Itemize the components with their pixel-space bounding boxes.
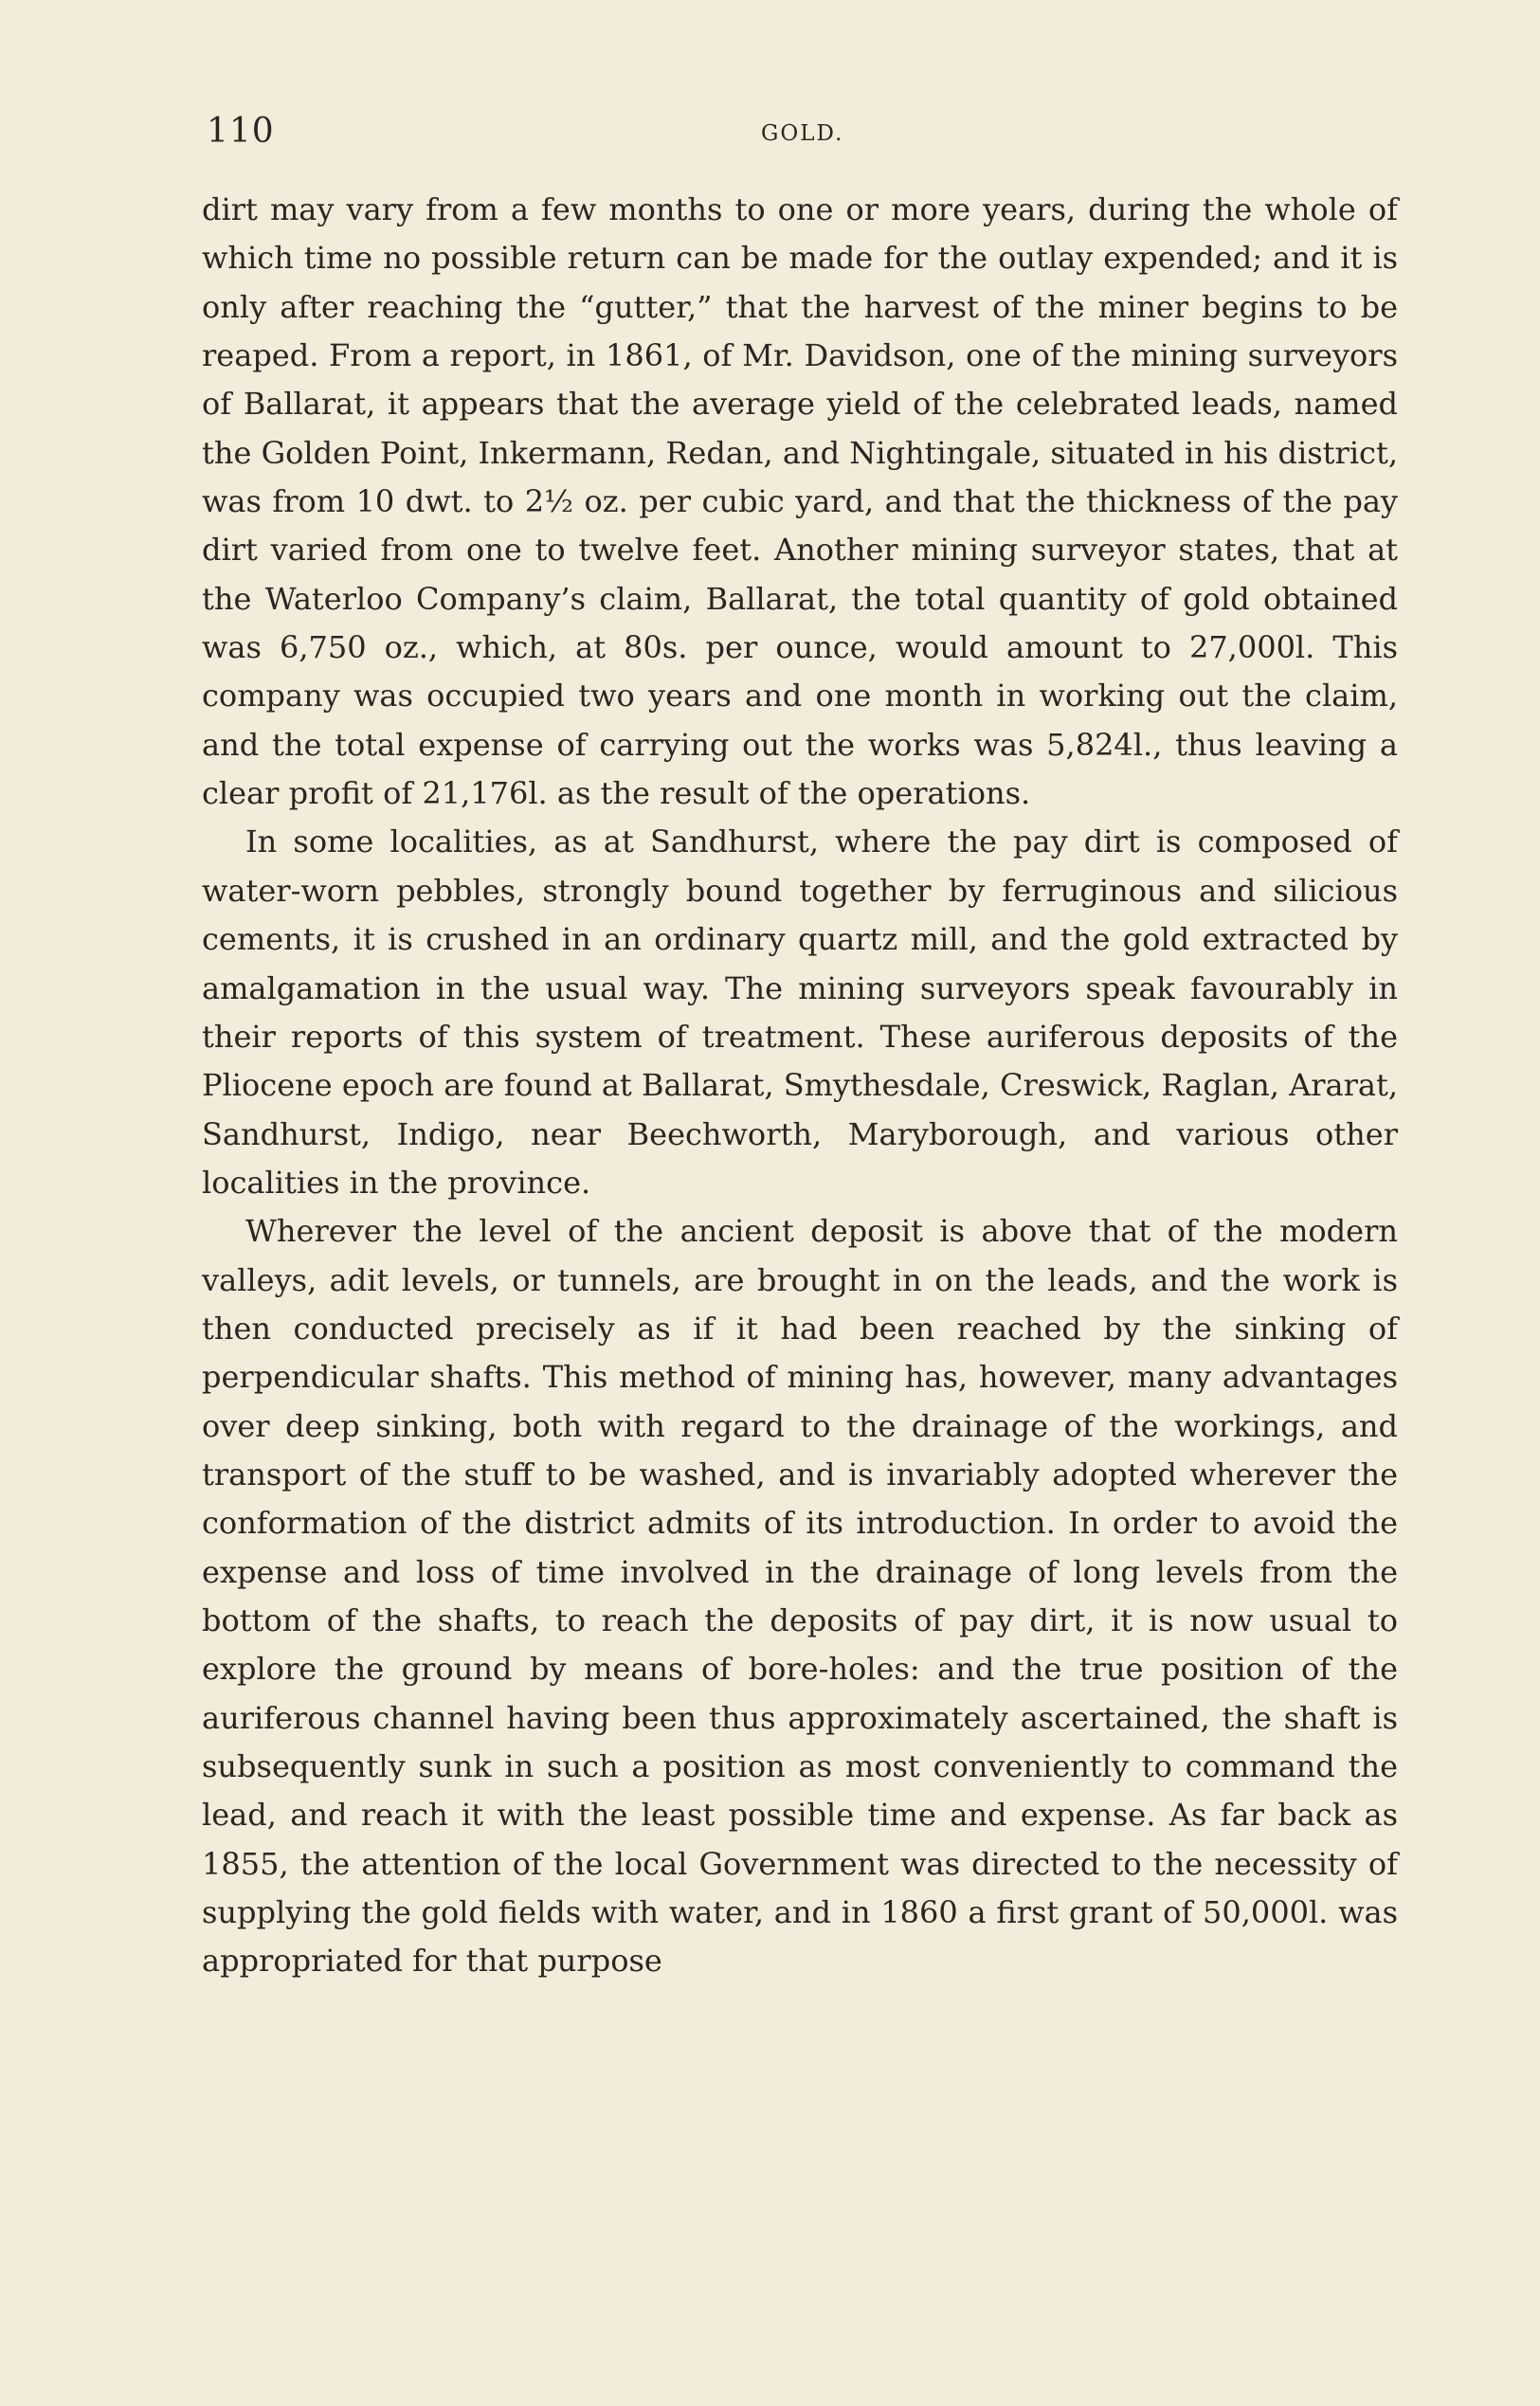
paragraph-sandhurst: In some localities, as at Sandhurst, where the pay dirt is composed of water-worn pebbles, strongly bound together by ferruginous and silicious cements, it is crushed in an ordinary quartz mill, and the gold extracted by amalgamation in the usual way. The mining surveyors speak favourably in their reports of this system of treatment. These auriferous deposits of the Pliocene epoch are found at Ballarat, Smythesdale, Creswick, Raglan, Ararat, Sandhurst, Indigo, near Beechworth, Maryborough, and various other localities in the province.: [202, 823, 1398, 1201]
paragraph-adit-levels: Wherever the level of the ancient deposit is above that of the modern valleys, adit levels, or tunnels, are brought in on the leads, and the work is then conducted precisely as if it had been reached by the sinking of perpendicular shafts. This method of mining has, however, many advantages over deep sinking, both with regard to the drainage of the workings, and transport of the stuff to be washed, and is invariably adopted wherever the conformation of the district admits of its introduction. In order to avoid the expense and loss of time involved in the drainage of long levels from the bottom of the shafts, to reach the deposits of pay dirt, it is now usual to explore the ground by means of bore-holes: and the true position of the auriferous channel having been thus approximately ascertained, the shaft is subsequently sunk in such a position as most conveniently to command the lead, and reach it with the least possible time and expense. As far back as 1855, the attention of the local Government was directed to the necessity of supplying the gold fields with water, and in 1860 a first grant of 50,000l. was appropriated for that purpose: [202, 1213, 1398, 1980]
page-number: 110: [207, 112, 275, 151]
paragraph-continuation: dirt may vary from a few months to one or more years, during the whole of which time no possible return can be made for the outlay expended; and it is only after reaching the “gutter,” that the harvest of the miner begins to be reaped. From a report, in 1861, of Mr. Davidson, one of the mining surveyors of Ballarat, it appears that the average yield of the celebrated leads, named the Golden Point, Inkermann, Redan, and Nightingale, situated in his district, was from 10 dwt. to 2½ oz. per cubic yard, and that the thickness of the pay dirt varied from one to twelve feet. Another mining surveyor states, that at the Waterloo Company’s claim, Ballarat, the total quantity of gold obtained was 6,750 oz., which, at 80s. per ounce, would amount to 27,000l. This company was occupied two years and one month in working out the claim, and the total expense of carrying out the works was 5,824l., thus leaving a clear profit of 21,176l. as the result of the operations.: [202, 191, 1398, 812]
running-head: GOLD.: [761, 121, 844, 146]
page-header: [207, 112, 1391, 169]
body-text: [202, 186, 1398, 1986]
